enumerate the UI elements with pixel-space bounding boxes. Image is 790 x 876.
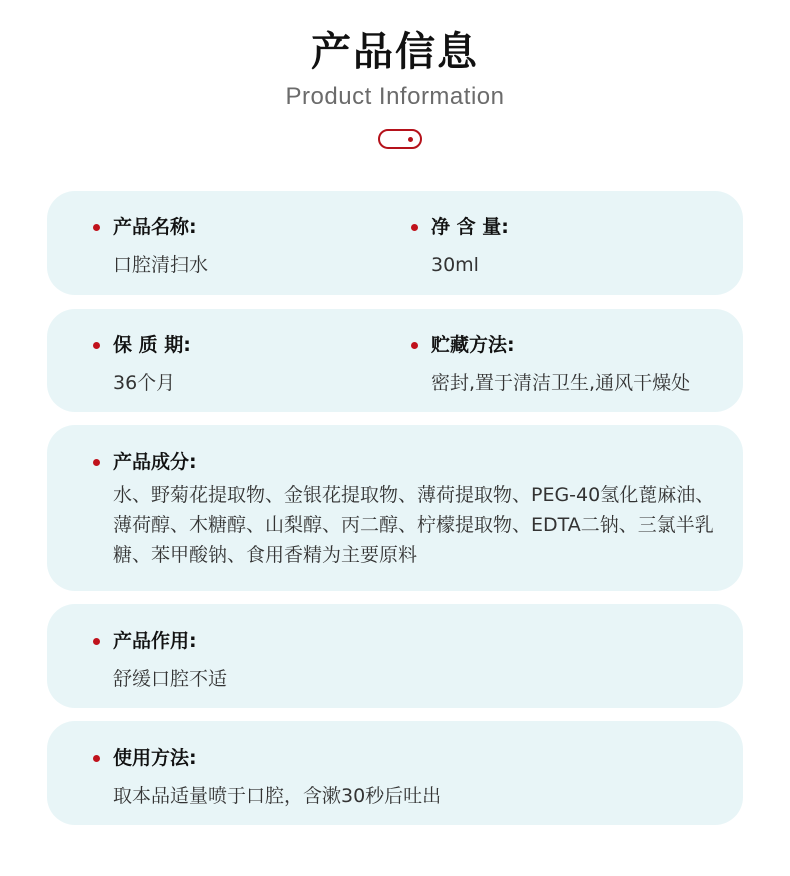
bullet-dot-icon	[93, 459, 100, 466]
field-value: 36个月	[113, 372, 176, 394]
field-value: 取本品适量喷于口腔，含漱30秒后吐出	[113, 785, 442, 807]
field-usage-method	[113, 745, 441, 811]
field-product-effect	[113, 628, 227, 694]
field-label: 贮藏方法:	[431, 334, 515, 356]
field-value: 水、野菊花提取物、金银花提取物、薄荷提取物、PEG-40氢化蓖麻油、薄荷醇、木糖醇、山梨醇、丙二醇、柠檬提取物、EDTA二钠、三氯半乳糖、苯甲酸钠、食用香精为主要原料	[113, 484, 715, 566]
field-value: 口腔清扫水	[113, 254, 209, 276]
field-label: 产品作用:	[113, 630, 197, 652]
field-product-name	[113, 214, 208, 280]
toggle-switch-icon	[378, 129, 422, 149]
field-value: 密封,置于清洁卫生,通风干燥处	[431, 372, 691, 394]
info-card-usage	[47, 721, 743, 825]
field-net-content	[431, 214, 509, 280]
info-card-shelf-storage	[47, 309, 743, 412]
field-value: 舒缓口腔不适	[113, 668, 228, 690]
bullet-dot-icon	[93, 638, 100, 645]
field-storage-method	[431, 332, 690, 398]
field-label: 使用方法:	[113, 747, 197, 769]
field-value: 30ml	[431, 254, 479, 276]
field-label: 保 质 期:	[113, 334, 191, 356]
bullet-dot-icon	[93, 342, 100, 349]
page-header	[0, 24, 790, 114]
page-subtitle: Product Information	[285, 83, 505, 110]
bullet-dot-icon	[93, 755, 100, 762]
bullet-dot-icon	[411, 342, 418, 349]
info-card-name-volume	[47, 191, 743, 295]
field-label: 净 含 量:	[431, 216, 509, 238]
page-title: 产品信息	[311, 29, 479, 75]
field-label: 产品成分:	[113, 451, 197, 473]
toggle-knob	[408, 137, 413, 142]
field-shelf-life	[113, 332, 191, 398]
info-card-ingredients	[47, 425, 743, 591]
bullet-dot-icon	[411, 224, 418, 231]
bullet-dot-icon	[93, 224, 100, 231]
field-label: 产品名称:	[113, 216, 197, 238]
info-card-effect	[47, 604, 743, 708]
field-ingredients	[113, 449, 725, 570]
